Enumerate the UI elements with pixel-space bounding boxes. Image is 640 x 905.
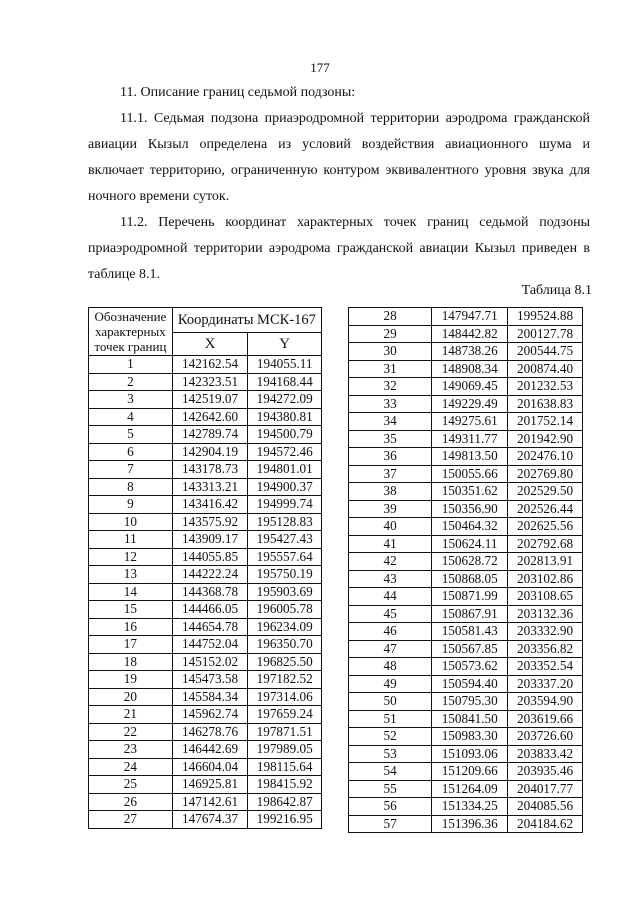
- x-coordinate-cell: 143416.42: [172, 496, 248, 514]
- point-number-cell: 57: [349, 815, 432, 833]
- table-row: [89, 356, 322, 374]
- x-coordinate-cell: 147674.37: [172, 811, 248, 829]
- point-number-cell: 5: [89, 426, 173, 444]
- x-coordinate-cell: 150983.30: [432, 728, 508, 746]
- y-coordinate-cell: 202625.56: [508, 518, 583, 536]
- table-row: [349, 588, 583, 606]
- point-number-cell: 36: [349, 448, 432, 466]
- table-row: [349, 710, 583, 728]
- point-number-cell: 9: [89, 496, 173, 514]
- table-row: [349, 763, 583, 781]
- x-coordinate-cell: 144222.24: [172, 566, 248, 584]
- x-coordinate-cell: 142323.51: [172, 373, 248, 391]
- point-number-cell: 43: [349, 570, 432, 588]
- table-row: [89, 618, 322, 636]
- point-number-cell: 53: [349, 745, 432, 763]
- point-number-cell: 51: [349, 710, 432, 728]
- table-body-left: [89, 356, 322, 829]
- table-row: [349, 360, 583, 378]
- y-coordinate-cell: 201942.90: [508, 430, 583, 448]
- table-row: [349, 500, 583, 518]
- table-row: [89, 478, 322, 496]
- y-coordinate-cell: 194999.74: [248, 496, 322, 514]
- point-number-cell: 23: [89, 741, 173, 759]
- x-coordinate-cell: 150624.11: [432, 535, 508, 553]
- x-coordinate-cell: 150055.66: [432, 465, 508, 483]
- x-coordinate-cell: 149229.49: [432, 395, 508, 413]
- para1-line: ночного времени суток.: [88, 189, 230, 204]
- point-number-cell: 33: [349, 395, 432, 413]
- point-number-cell: 39: [349, 500, 432, 518]
- header-designation: Обозначение характерных точек границ: [89, 308, 173, 356]
- y-coordinate-cell: 204017.77: [508, 780, 583, 798]
- x-coordinate-cell: 143313.21: [172, 478, 248, 496]
- table-row: [349, 553, 583, 571]
- table-row: [349, 815, 583, 833]
- point-number-cell: 52: [349, 728, 432, 746]
- x-coordinate-cell: 144368.78: [172, 583, 248, 601]
- table-row: [89, 391, 322, 409]
- point-number-cell: 22: [89, 723, 173, 741]
- y-coordinate-cell: 202813.91: [508, 553, 583, 571]
- x-coordinate-cell: 150628.72: [432, 553, 508, 571]
- y-coordinate-cell: 201638.83: [508, 395, 583, 413]
- point-number-cell: 24: [89, 758, 173, 776]
- x-coordinate-cell: 142519.07: [172, 391, 248, 409]
- table-row: [89, 443, 322, 461]
- point-number-cell: 1: [89, 356, 173, 374]
- x-coordinate-cell: 150351.62: [432, 483, 508, 501]
- x-coordinate-cell: 144752.04: [172, 636, 248, 654]
- table-row: [89, 636, 322, 654]
- x-coordinate-cell: 150567.85: [432, 640, 508, 658]
- table-row: [349, 378, 583, 396]
- table-row: [89, 723, 322, 741]
- y-coordinate-cell: 195427.43: [248, 531, 322, 549]
- table-row: [349, 693, 583, 711]
- point-number-cell: 49: [349, 675, 432, 693]
- point-number-cell: 21: [89, 706, 173, 724]
- x-coordinate-cell: 150868.05: [432, 570, 508, 588]
- point-number-cell: 16: [89, 618, 173, 636]
- y-coordinate-cell: 199524.88: [508, 308, 583, 326]
- table-row: [349, 675, 583, 693]
- y-coordinate-cell: 197871.51: [248, 723, 322, 741]
- y-coordinate-cell: 194380.81: [248, 408, 322, 426]
- table-row: [89, 601, 322, 619]
- point-number-cell: 11: [89, 531, 173, 549]
- table-row: [89, 408, 322, 426]
- point-number-cell: 30: [349, 343, 432, 361]
- point-number-cell: 7: [89, 461, 173, 479]
- point-number-cell: 55: [349, 780, 432, 798]
- point-number-cell: 38: [349, 483, 432, 501]
- point-number-cell: 31: [349, 360, 432, 378]
- table-row: [89, 741, 322, 759]
- y-coordinate-cell: 201232.53: [508, 378, 583, 396]
- point-number-cell: 17: [89, 636, 173, 654]
- point-number-cell: 54: [349, 763, 432, 781]
- para2-line: таблице 8.1.: [88, 267, 160, 282]
- table-row: [349, 640, 583, 658]
- x-coordinate-cell: 150464.32: [432, 518, 508, 536]
- header-y: Y: [248, 333, 322, 356]
- table-row: [349, 798, 583, 816]
- x-coordinate-cell: 145152.02: [172, 653, 248, 671]
- point-number-cell: 48: [349, 658, 432, 676]
- coordinates-table-left: [88, 307, 322, 829]
- y-coordinate-cell: 203337.20: [508, 675, 583, 693]
- para2-line: приаэродромной территории аэродрома гражданской авиации Кызыл приведен в: [88, 241, 590, 256]
- y-coordinate-cell: 194572.46: [248, 443, 322, 461]
- point-number-cell: 50: [349, 693, 432, 711]
- table-row: [349, 780, 583, 798]
- x-coordinate-cell: 151334.25: [432, 798, 508, 816]
- x-coordinate-cell: 146278.76: [172, 723, 248, 741]
- x-coordinate-cell: 144466.05: [172, 601, 248, 619]
- x-coordinate-cell: 146604.04: [172, 758, 248, 776]
- y-coordinate-cell: 202476.10: [508, 448, 583, 466]
- point-number-cell: 29: [349, 325, 432, 343]
- point-number-cell: 46: [349, 623, 432, 641]
- y-coordinate-cell: 202769.80: [508, 465, 583, 483]
- x-coordinate-cell: 145962.74: [172, 706, 248, 724]
- point-number-cell: 32: [349, 378, 432, 396]
- table-row: [89, 496, 322, 514]
- point-number-cell: 3: [89, 391, 173, 409]
- table-row: [349, 728, 583, 746]
- point-number-cell: 19: [89, 671, 173, 689]
- x-coordinate-cell: 142642.60: [172, 408, 248, 426]
- y-coordinate-cell: 197314.06: [248, 688, 322, 706]
- point-number-cell: 15: [89, 601, 173, 619]
- x-coordinate-cell: 147947.71: [432, 308, 508, 326]
- y-coordinate-cell: 203108.65: [508, 588, 583, 606]
- y-coordinate-cell: 194272.09: [248, 391, 322, 409]
- page-number: 177: [310, 60, 330, 75]
- y-coordinate-cell: 199216.95: [248, 811, 322, 829]
- x-coordinate-cell: 149275.61: [432, 413, 508, 431]
- y-coordinate-cell: 200874.40: [508, 360, 583, 378]
- y-coordinate-cell: 200544.75: [508, 343, 583, 361]
- point-number-cell: 47: [349, 640, 432, 658]
- para1-line: авиации Кызыл определена из условий воздействия авиационного шума и: [88, 137, 590, 152]
- header-x: X: [172, 333, 248, 356]
- table-row: [89, 793, 322, 811]
- point-number-cell: 13: [89, 566, 173, 584]
- y-coordinate-cell: 204184.62: [508, 815, 583, 833]
- y-coordinate-cell: 195128.83: [248, 513, 322, 531]
- x-coordinate-cell: 150581.43: [432, 623, 508, 641]
- x-coordinate-cell: 144055.85: [172, 548, 248, 566]
- x-coordinate-cell: 143909.17: [172, 531, 248, 549]
- y-coordinate-cell: 194900.37: [248, 478, 322, 496]
- table-row: [89, 426, 322, 444]
- x-coordinate-cell: 150867.91: [432, 605, 508, 623]
- point-number-cell: 25: [89, 776, 173, 794]
- x-coordinate-cell: 145584.34: [172, 688, 248, 706]
- x-coordinate-cell: 145473.58: [172, 671, 248, 689]
- x-coordinate-cell: 148738.26: [432, 343, 508, 361]
- y-coordinate-cell: 202529.50: [508, 483, 583, 501]
- table-row: [349, 623, 583, 641]
- table-row: [349, 465, 583, 483]
- point-number-cell: 34: [349, 413, 432, 431]
- x-coordinate-cell: 142789.74: [172, 426, 248, 444]
- y-coordinate-cell: 197182.52: [248, 671, 322, 689]
- table-row: [349, 483, 583, 501]
- point-number-cell: 6: [89, 443, 173, 461]
- table-row: [349, 518, 583, 536]
- y-coordinate-cell: 196005.78: [248, 601, 322, 619]
- table-row: [349, 605, 583, 623]
- x-coordinate-cell: 143178.73: [172, 461, 248, 479]
- point-number-cell: 44: [349, 588, 432, 606]
- y-coordinate-cell: 196350.70: [248, 636, 322, 654]
- y-coordinate-cell: 196234.09: [248, 618, 322, 636]
- y-coordinate-cell: 203935.46: [508, 763, 583, 781]
- table-row: [349, 395, 583, 413]
- point-number-cell: 28: [349, 308, 432, 326]
- y-coordinate-cell: 198415.92: [248, 776, 322, 794]
- table-row: [89, 373, 322, 391]
- y-coordinate-cell: 202792.68: [508, 535, 583, 553]
- point-number-cell: 41: [349, 535, 432, 553]
- x-coordinate-cell: 150356.90: [432, 500, 508, 518]
- para2-line: 11.2. Перечень координат характерных точек границ седьмой подзоны: [120, 215, 590, 230]
- table-row: [89, 706, 322, 724]
- y-coordinate-cell: 194801.01: [248, 461, 322, 479]
- para1-line: 11.1. Седьмая подзона приаэродромной территории аэродрома гражданской: [120, 111, 590, 126]
- table-row: [89, 758, 322, 776]
- x-coordinate-cell: 149311.77: [432, 430, 508, 448]
- point-number-cell: 35: [349, 430, 432, 448]
- table-row: [89, 688, 322, 706]
- x-coordinate-cell: 150573.62: [432, 658, 508, 676]
- y-coordinate-cell: 194055.11: [248, 356, 322, 374]
- y-coordinate-cell: 203726.60: [508, 728, 583, 746]
- y-coordinate-cell: 203352.54: [508, 658, 583, 676]
- table-row: [89, 653, 322, 671]
- x-coordinate-cell: 150871.99: [432, 588, 508, 606]
- table-row: [89, 776, 322, 794]
- y-coordinate-cell: 203356.82: [508, 640, 583, 658]
- point-number-cell: 12: [89, 548, 173, 566]
- x-coordinate-cell: 150594.40: [432, 675, 508, 693]
- table-row: [349, 570, 583, 588]
- table-caption: Таблица 8.1: [521, 283, 592, 298]
- point-number-cell: 18: [89, 653, 173, 671]
- y-coordinate-cell: 203332.90: [508, 623, 583, 641]
- table-row: [89, 513, 322, 531]
- point-number-cell: 4: [89, 408, 173, 426]
- y-coordinate-cell: 201752.14: [508, 413, 583, 431]
- x-coordinate-cell: 146925.81: [172, 776, 248, 794]
- point-number-cell: 40: [349, 518, 432, 536]
- table-row: [349, 343, 583, 361]
- x-coordinate-cell: 144654.78: [172, 618, 248, 636]
- y-coordinate-cell: 203102.86: [508, 570, 583, 588]
- table-row: [349, 658, 583, 676]
- x-coordinate-cell: 151209.66: [432, 763, 508, 781]
- y-coordinate-cell: 198115.64: [248, 758, 322, 776]
- y-coordinate-cell: 203132.36: [508, 605, 583, 623]
- x-coordinate-cell: 143575.92: [172, 513, 248, 531]
- point-number-cell: 26: [89, 793, 173, 811]
- table-row: [89, 461, 322, 479]
- point-number-cell: 37: [349, 465, 432, 483]
- table-row: [349, 448, 583, 466]
- table-row: [349, 413, 583, 431]
- point-number-cell: 45: [349, 605, 432, 623]
- y-coordinate-cell: 197989.05: [248, 741, 322, 759]
- x-coordinate-cell: 150841.50: [432, 710, 508, 728]
- point-number-cell: 20: [89, 688, 173, 706]
- table-row: [349, 745, 583, 763]
- x-coordinate-cell: 142162.54: [172, 356, 248, 374]
- y-coordinate-cell: 198642.87: [248, 793, 322, 811]
- table-body-right: [349, 308, 583, 833]
- table-row: [89, 548, 322, 566]
- x-coordinate-cell: 151093.06: [432, 745, 508, 763]
- x-coordinate-cell: 151264.09: [432, 780, 508, 798]
- table-row: [89, 671, 322, 689]
- point-number-cell: 27: [89, 811, 173, 829]
- y-coordinate-cell: 194500.79: [248, 426, 322, 444]
- y-coordinate-cell: 195750.19: [248, 566, 322, 584]
- table-row: [349, 430, 583, 448]
- y-coordinate-cell: 196825.50: [248, 653, 322, 671]
- x-coordinate-cell: 150795.30: [432, 693, 508, 711]
- y-coordinate-cell: 203833.42: [508, 745, 583, 763]
- point-number-cell: 10: [89, 513, 173, 531]
- point-number-cell: 2: [89, 373, 173, 391]
- point-number-cell: 42: [349, 553, 432, 571]
- point-number-cell: 8: [89, 478, 173, 496]
- section-title: 11. Описание границ седьмой подзоны:: [120, 85, 356, 100]
- para1-line: включает территорию, ограниченную контуром эквивалентного уровня звука для: [88, 163, 590, 178]
- header-coordinates: Координаты МСК-167: [172, 308, 321, 333]
- table-row: [89, 566, 322, 584]
- point-number-cell: 14: [89, 583, 173, 601]
- y-coordinate-cell: 204085.56: [508, 798, 583, 816]
- y-coordinate-cell: 200127.78: [508, 325, 583, 343]
- x-coordinate-cell: 148442.82: [432, 325, 508, 343]
- x-coordinate-cell: 146442.69: [172, 741, 248, 759]
- table-row: [349, 308, 583, 326]
- coordinates-table-right: [348, 307, 583, 833]
- table-row: [349, 535, 583, 553]
- x-coordinate-cell: 149813.50: [432, 448, 508, 466]
- x-coordinate-cell: 151396.36: [432, 815, 508, 833]
- y-coordinate-cell: 197659.24: [248, 706, 322, 724]
- x-coordinate-cell: 142904.19: [172, 443, 248, 461]
- y-coordinate-cell: 203619.66: [508, 710, 583, 728]
- y-coordinate-cell: 194168.44: [248, 373, 322, 391]
- y-coordinate-cell: 195557.64: [248, 548, 322, 566]
- y-coordinate-cell: 202526.44: [508, 500, 583, 518]
- y-coordinate-cell: 195903.69: [248, 583, 322, 601]
- y-coordinate-cell: 203594.90: [508, 693, 583, 711]
- table-row: [89, 531, 322, 549]
- table-row: [89, 811, 322, 829]
- table-row: [89, 583, 322, 601]
- point-number-cell: 56: [349, 798, 432, 816]
- table-row: [349, 325, 583, 343]
- x-coordinate-cell: 148908.34: [432, 360, 508, 378]
- x-coordinate-cell: 147142.61: [172, 793, 248, 811]
- x-coordinate-cell: 149069.45: [432, 378, 508, 396]
